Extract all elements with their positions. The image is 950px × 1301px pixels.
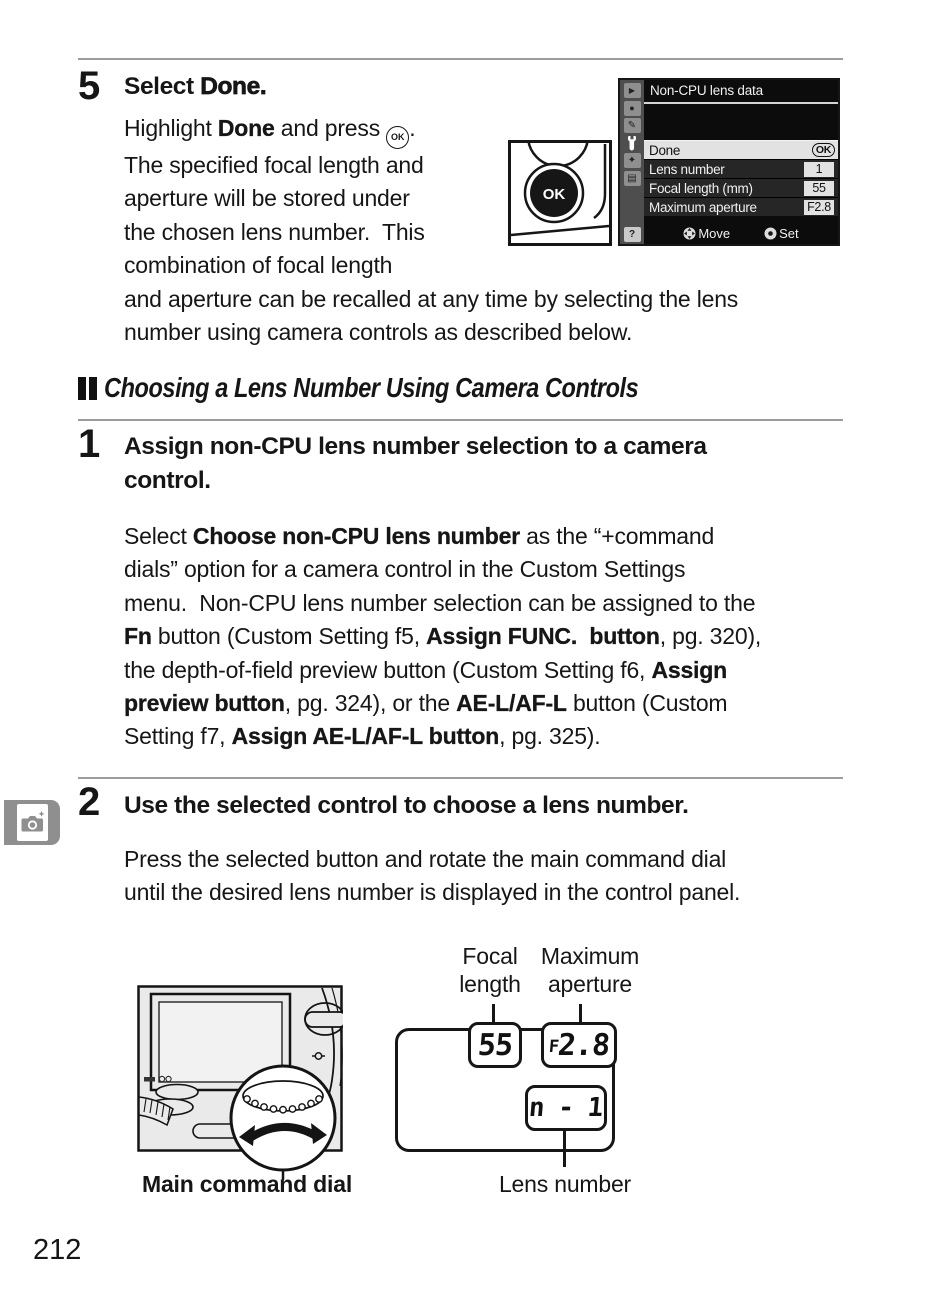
divider-rule-top	[78, 58, 843, 60]
step-2-heading: Use the selected control to choose a lens number.	[124, 792, 689, 819]
menu-row-label: Maximum aperture	[649, 199, 757, 215]
custom-settings-menu-icon: ✎	[624, 118, 641, 133]
menu-row-value: 55	[804, 181, 834, 196]
menu-row-lens-number	[644, 159, 838, 178]
main-command-dial-label: Main command dial	[141, 1171, 353, 1197]
shutter-lever	[305, 1012, 343, 1027]
menu-row-label: Lens number	[649, 161, 725, 177]
menu-row-label: Focal length (mm)	[649, 180, 753, 196]
menu-title: Non-CPU lens data	[644, 80, 838, 104]
shooting-menu-tab	[4, 800, 60, 845]
menu-row-label: Done	[649, 142, 681, 158]
menu-sidebar	[620, 80, 644, 244]
step-5-heading: Select Done.	[124, 73, 267, 100]
lens-number-callout-line	[563, 1131, 566, 1167]
page-number: 212	[33, 1234, 82, 1266]
section-marker-icon	[78, 377, 98, 400]
focal-callout-line	[492, 1004, 495, 1023]
wrench-icon	[627, 136, 637, 151]
step-1-number: 1	[78, 422, 100, 466]
ok-button-illustration	[508, 140, 612, 251]
playback-menu-icon: ▶	[624, 83, 641, 98]
menu-row-max-aperture	[644, 197, 838, 216]
step-5-number: 5	[78, 64, 100, 108]
camera-illustration	[137, 985, 343, 1185]
maximum-aperture-label: Maximum aperture	[540, 943, 640, 997]
step-5-body: Highlight Done and press OK . The specified focal length and aperture will be stored under the chosen lens number. This combination of focal length and aperture can be recalled at any time by selecting the lens number using camera controls as described below.	[124, 115, 739, 346]
menu-main	[644, 80, 838, 244]
aperture-display: F 2.8	[541, 1022, 617, 1068]
lens-number-label: Lens number	[498, 1171, 632, 1197]
menu-row-value: 1	[804, 162, 834, 177]
focal-length-display: 55	[468, 1022, 522, 1068]
step-1-body: Select Choose non-CPU lens number as the “+command dials” option for a camera control in the Custom Settings menu. Non-CPU lens number selection can be assigned to the Fn button (Custom Setting f5, Assign FUNC. button, pg. 320), the depth-of-field preview button (Custom Setting f6, Assign preview button, pg. 324), or the AE-L/AF-L button (Custom Setting f7, Assign AE-L/AF-L button, pg. 325).	[124, 523, 762, 750]
focal-plane-mark	[315, 1053, 321, 1059]
help-icon: ?	[624, 227, 641, 242]
multi-selector-icon	[683, 227, 696, 240]
my-menu-icon: ▤	[624, 171, 641, 186]
menu-footer	[644, 222, 838, 244]
retouch-menu-icon: ✦	[624, 153, 641, 168]
ok-badge: OK	[812, 143, 835, 157]
step-1-heading: Assign non-CPU lens number selection to a camera control.	[124, 433, 707, 494]
ok-button-label: OK	[542, 186, 566, 203]
focal-length-label: Focal length	[459, 943, 521, 997]
step-2-number: 2	[78, 780, 100, 824]
camera-menu-screenshot	[618, 78, 840, 246]
menu-row-done	[644, 140, 838, 159]
section-header: Choosing a Lens Number Using Camera Controls	[104, 372, 639, 403]
camera-star-icon	[17, 804, 48, 841]
lens-number-display: n - 1	[525, 1085, 607, 1131]
move-hint: Move	[683, 226, 730, 241]
set-hint: Set	[764, 226, 799, 241]
aperture-callout-line	[579, 1004, 582, 1023]
divider-rule-step2	[78, 777, 843, 779]
step-2-body: Press the selected button and rotate the main command dial until the desired lens number is displayed in the control panel.	[124, 846, 741, 906]
setup-menu-icon	[624, 136, 641, 151]
menu-row-focal-length	[644, 178, 838, 197]
divider-rule-step1	[78, 419, 843, 421]
menu-row-value: F2.8	[804, 200, 834, 215]
ok-button-inline-icon: OK	[386, 126, 409, 149]
shooting-menu-icon: ●	[624, 101, 641, 116]
center-button-icon	[764, 227, 777, 240]
